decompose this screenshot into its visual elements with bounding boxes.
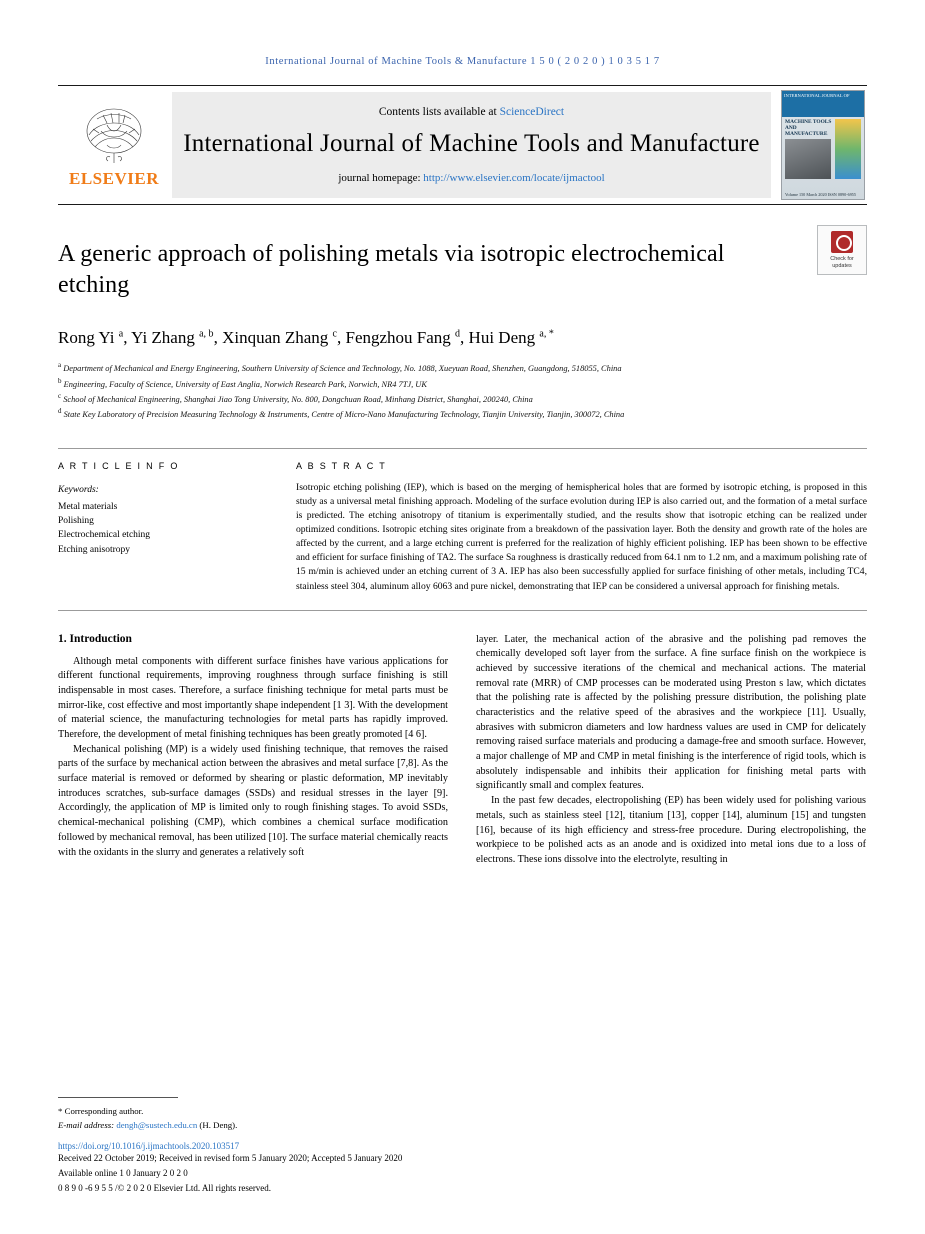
affiliation-list: [58, 360, 867, 422]
info-abstract-block: [58, 448, 867, 594]
cover-photo: [785, 139, 831, 179]
running-head: International Journal of Machine Tools & Manufacture 1 5 0 ( 2 0 2 0 ) 1 0 3 5 1 7: [265, 56, 660, 67]
body-columns: [58, 633, 867, 868]
journal-homepage-line: [338, 172, 604, 184]
affiliation-item: $^d$ State Key Laboratory of Precision Measuring Technology & Instruments, Centre of Micro-Nano Manufacturing Technology, Tianjin University, Tianjin, 300072, China: [58, 407, 625, 420]
affiliation-item: $^c$ School of Mechanical Engineering, Shanghai Jiao Tong University, No. 800, Dongchuan Road, Minhang District, Shanghai, 200240, China: [58, 392, 533, 404]
cover-color-strip: [835, 119, 861, 179]
publisher-logo: [58, 86, 170, 204]
email-label: E-mail address:: [58, 1119, 117, 1130]
abstract-column: [296, 461, 867, 594]
sciencedirect-link[interactable]: ScienceDirect: [499, 106, 565, 118]
received-dates: Received 22 October 2019; Received in revised form 5 January 2020; Accepted 5 January 2020: [58, 1153, 403, 1164]
available-online: Available online 1 0 January 2 0 2 0: [58, 1168, 188, 1179]
page-footer: [58, 1097, 448, 1196]
contents-available-line: [379, 106, 564, 118]
keyword-item: Polishing: [58, 516, 94, 527]
abstract-heading: A B S T R A C T: [296, 460, 387, 471]
crossmark-label-line2: updates: [832, 262, 852, 269]
paragraph: layer. Later, the mechanical action of the abrasive and the polishing pad removes the chemically developed soft layer from the surface. A fine surface finish on the workpiece is achieved by successive iterations of the chemical and mechanical actions. The material removal rate (MRR) of CMP processes can be moderated using Preston s law, which dictates that the polishing rate is affected by the polishing pressure distribution, the polishing plate characteristics and the relative speed of the abrasives and the workpiece [11]. Usually, abrasives with submicron diameters and low hardness values are used in CMP for delicately removing raised surface materials and producing a damage-free and smooth surface. However, a major challenge of MP and CMP in metal finishing is the interference of rigid tools, which is absolutely indispensable and inhibits their application for finishing metal parts with significantly small and complex features.: [476, 633, 866, 792]
crossmark-label-line1: Check for: [830, 256, 854, 262]
homepage-url-link[interactable]: http://www.elsevier.com/locate/ijmactool: [423, 172, 605, 184]
email-note: [58, 1119, 448, 1133]
affiliation-item: $^b$ Engineering, Faculty of Science, University of East Anglia, Norwich Research Park, Norwich, NR4 7TJ, UK: [58, 376, 427, 389]
journal-masthead: [58, 85, 867, 205]
section-heading-introduction: 1. Introduction: [58, 632, 132, 645]
elsevier-tree-icon: [77, 105, 151, 167]
keyword-item: Metal materials: [58, 501, 118, 512]
keywords-list: [58, 500, 266, 557]
crossmark-label: [818, 256, 866, 269]
paragraph: In the past few decades, electropolishing (EP) has been widely used for polishing various metals, such as stainless steel [12], titanium [13], copper [14], aluminum [15] and tungsten [16], because of its high efficiency and stress-free procedure. During electropolishing, the workpiece to be polished acts as an anode and is oxidized into metal ions due to a loss of electrons. These ions dissolve into the electrolyte, resulting in: [476, 795, 866, 865]
body-column-right: [476, 633, 866, 868]
cover-title-text: MACHINE TOOLS AND MANUFACTURE: [785, 119, 832, 138]
author-list: Rong Yi $^a$, Yi Zhang $^{a, b}$, Xinquan Zhang $^c$, Fengzhou Fang $^d$, Hui Deng $^{a, *}$: [58, 328, 554, 348]
keywords-label: Keywords:: [58, 484, 99, 495]
journal-cover-area: [779, 86, 867, 204]
title-area: [58, 239, 867, 422]
keyword-item: Electrochemical etching: [58, 530, 151, 541]
keyword-item: Etching anisotropy: [58, 544, 131, 555]
masthead-center: [172, 92, 771, 198]
cover-bottom-text: Volume 150 March 2020 ISSN 0890-6955: [785, 192, 856, 197]
body-column-left: [58, 633, 448, 868]
paragraph: Although metal components with different surface finishes have various applications for different functional requirements, improving roughness through surface finishing is still indispensable in most cases. Therefore, a surface finishing technique for metal parts must be mirror-like, cost effective and most importantly shape independent [1 3]. With the development of material science, the manufacturing technologies for metal parts has rapidly improved. Therefore, the development of metal finishing techniques has been greatly promoted [4 6].: [58, 655, 448, 741]
email-link[interactable]: dengh@sustech.edu.cn: [116, 1119, 198, 1130]
cover-top-text: INTERNATIONAL JOURNAL OF: [782, 91, 864, 117]
affiliation-item: $^a$ Department of Mechanical and Energy Engineering, Southern University of Science and Technology, No. 1088, Xueyuan Road, Shenzhen, Guangdong, 518055, China: [58, 361, 622, 374]
crossmark-badge[interactable]: [817, 225, 867, 275]
page-title: A generic approach of polishing metals via isotropic electrochemical etching: [58, 241, 725, 298]
copyright-line: 0 8 9 0 -6 9 5 5 /© 2 0 2 0 Elsevier Ltd. All rights reserved.: [58, 1183, 272, 1194]
crossmark-icon: [831, 231, 853, 253]
elsevier-wordmark: ELSEVIER: [69, 169, 159, 188]
journal-cover-image: [781, 90, 865, 200]
article-info-column: [58, 461, 266, 594]
email-suffix: (H. Deng).: [197, 1119, 238, 1130]
article-info-heading: A R T I C L E I N F O: [58, 460, 180, 471]
footer-divider: [58, 1097, 178, 1098]
homepage-prefix: journal homepage:: [338, 172, 424, 184]
section-divider: [58, 610, 867, 611]
doi-link[interactable]: https://doi.org/10.1016/j.ijmachtools.2020.103517: [58, 1141, 240, 1152]
abstract-text: Isotropic etching polishing (IEP), which is based on the merging of hemispherical holes that are formed by isotropic etching, is proposed in this study as a universal metal finishing approach. Modeling of the surface evolution during IEP is also carried out, and the formation of a metal surface is predicted. The etching anisotropy of titanium is experimentally studied, and the results show that isotropic etching can be realized under optimized conditions. Isotropic etching sites originate from a breakdown of the passivation layer. Both the density and growth rate of the holes are affected by the current, and a large etching current is preferred for the realization of highly efficient polishing. IEP has been shown to be effective and efficient for surface finishing of TA2. The surface Sa roughness is drastically reduced from 64.1 nm to 1.2 nm, and a maximum polishing rate of 15 m/min is achieved under an etching current of 3 A. IEP has also been successfully applied for surface finishing of other metals, including TC4, stainless steel 304, aluminum alloy 6063 and pure nickel, demonstrating that IEP can be considered a universal approach for finishing metals.: [296, 481, 867, 592]
corresponding-author-note: * Corresponding author.: [58, 1105, 144, 1116]
paragraph: Mechanical polishing (MP) is a widely used finishing technique, that removes the raised parts of the surface by mechanical action between the abrasives and metal surface [7,8]. As the surface material is removed or deformed by shearing or plastic deformation, MP inevitably introduces scratches, sub-surface damages (SSDs) and residual stresses in the layer [9]. Accordingly, the application of MP is limited only to rough finishing stages. To avoid SSDs, chemical-mechanical polishing (CMP), which combines a chemical surface modification followed by mechanical removal, has been utilized [10]. The surface material chemically reacts with the oxidants in the slurry and generates a relatively soft: [58, 743, 448, 858]
contents-prefix: Contents lists available at: [378, 106, 500, 118]
journal-title: International Journal of Machine Tools and Manufacture: [183, 130, 760, 157]
